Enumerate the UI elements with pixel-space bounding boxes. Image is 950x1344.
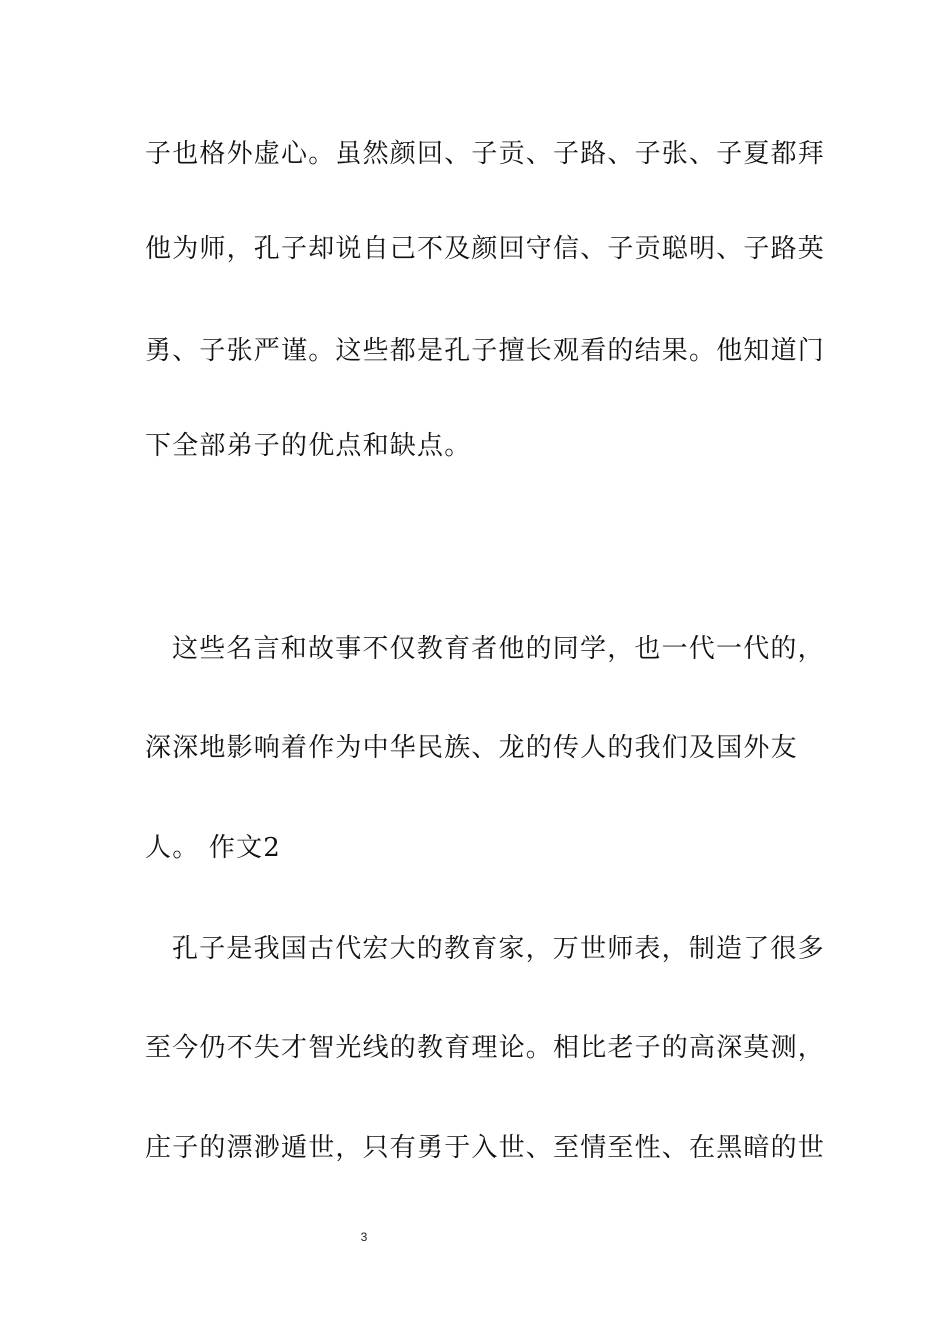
- paragraph-first-line: 这些名言和故事不仅教育者他的同学，也一代一代的，: [172, 634, 825, 664]
- text-line: 子也格外虚心。虽然颜回、子贡、子路、子张、子夏都拜: [145, 139, 826, 169]
- paragraph-first-line: 孔子是我国古代宏大的教育家，万世师表，制造了很多: [172, 934, 825, 964]
- text-line: 人。 作文2: [145, 833, 282, 863]
- text-line: 庄子的漂渺遁世，只有勇于入世、至情至性、在黑暗的世: [145, 1133, 826, 1163]
- text-line: 深深地影响着作为中华民族、龙的传人的我们及国外友: [145, 733, 798, 763]
- page-number: 3: [360, 1230, 368, 1244]
- text-line: 他为师，孔子却说自己不及颜回守信、子贡聪明、子路英: [145, 234, 826, 264]
- text-line: 勇、子张严谨。这些都是孔子擅长观看的结果。他知道门: [145, 336, 826, 366]
- text-line: 至今仍不失才智光线的教育理论。相比老子的高深莫测，: [145, 1033, 826, 1063]
- text-line: 下全部弟子的优点和缺点。: [145, 431, 472, 461]
